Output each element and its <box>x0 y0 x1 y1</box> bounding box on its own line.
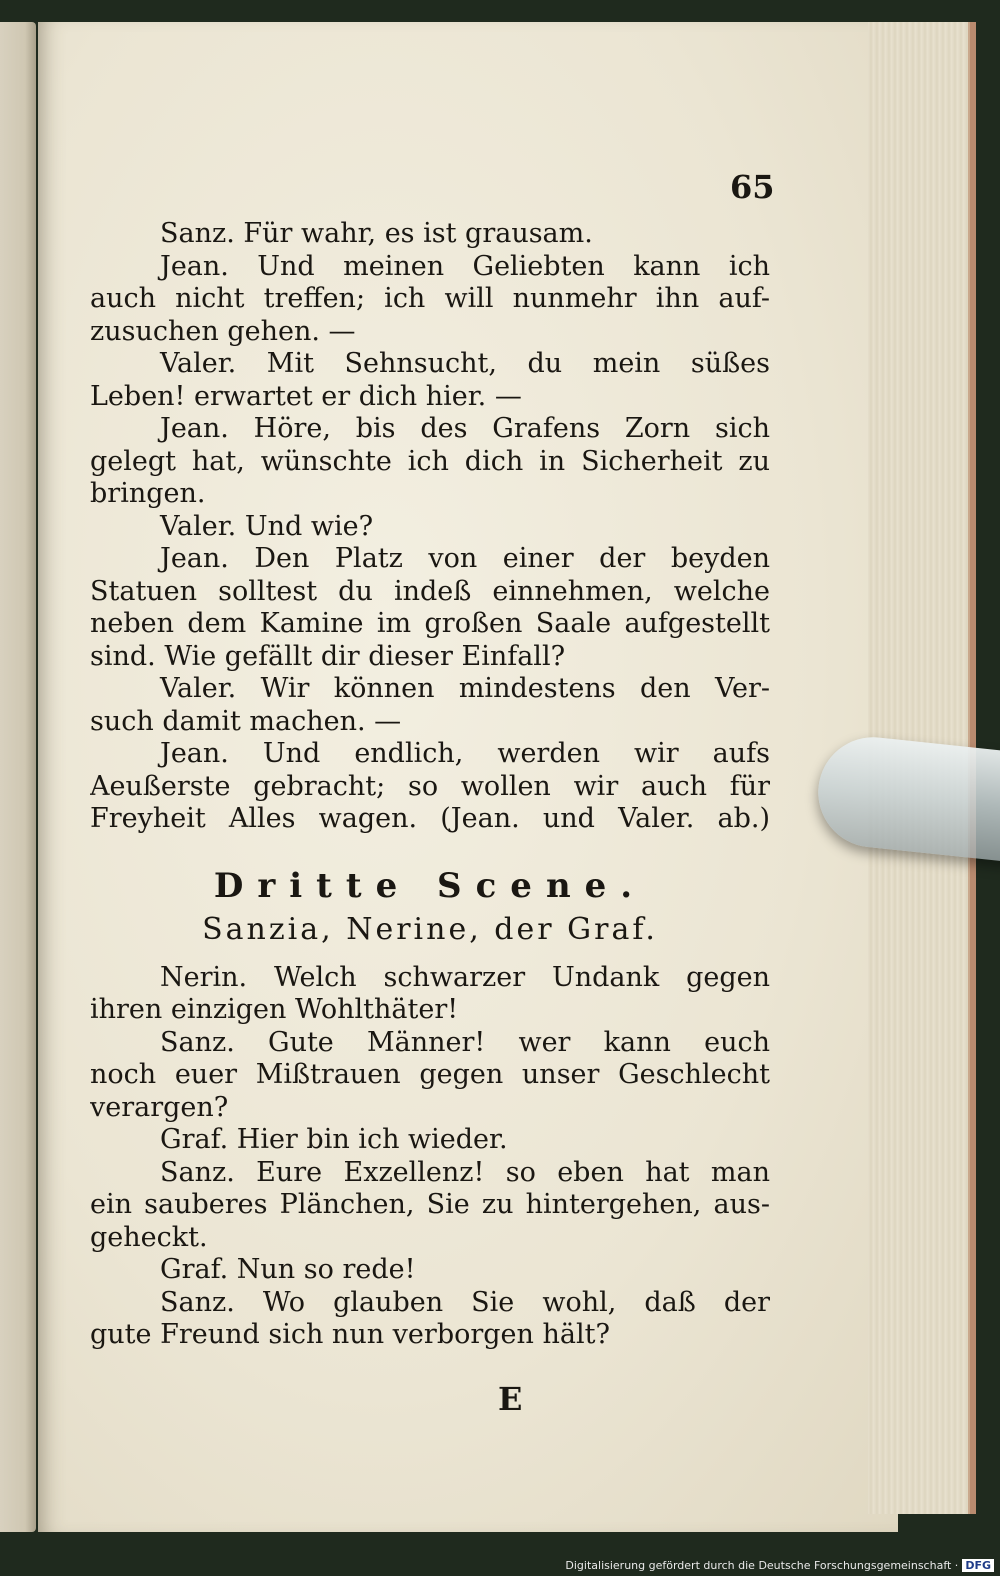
text-line: Nerin. Welch schwarzer Undank gegen <box>160 961 770 993</box>
dialogue-block-after <box>90 962 770 1352</box>
text-line: auch nicht treffen; ich will nunmehr ihn auf- <box>90 283 770 314</box>
dfg-logo: DFG <box>962 1559 994 1572</box>
text-line: Jean. Und meinen Geliebten kann ich <box>160 250 770 282</box>
text-line: Aeußerste gebracht; so wollen wir auch für <box>90 770 770 802</box>
text-line: geheckt. <box>90 1221 208 1253</box>
text-line: gelegt hat, wünschte ich dich in Sicherheit zu <box>90 445 770 477</box>
text-line: Sanz. Eure Exzellenz! so eben hat man <box>160 1156 770 1188</box>
dialogue-block-before <box>90 218 770 836</box>
text-line: zusuchen gehen. — <box>90 315 356 347</box>
text-line: ein sauberes Plänchen, Sie zu hintergehen, aus- <box>90 1189 770 1220</box>
text-line: Valer. Wir können mindestens den Ver- <box>160 673 770 704</box>
text-line: Statuen solltest du indeß einnehmen, welche <box>90 575 770 607</box>
text-line: Leben! erwartet er dich hier. — <box>90 380 522 412</box>
text-line: Jean. Höre, bis des Grafens Zorn sich <box>160 413 770 444</box>
footer-text: Digitalisierung gefördert durch die Deutsche Forschungsgemeinschaft · <box>565 1559 959 1572</box>
text-line: bringen. <box>90 478 206 509</box>
text-line: Sanz. Wo glauben Sie wohl, daß der <box>160 1286 770 1318</box>
text-line: Jean. Und endlich, werden wir aufs <box>160 738 770 769</box>
text-line: noch euer Mißtrauen gegen unser Geschlecht <box>90 1059 770 1090</box>
footer-credit <box>565 1559 994 1572</box>
text-line: Freyheit Alles wagen. (Jean. und Valer. ab.) <box>90 803 770 834</box>
text-line: Graf. Hier bin ich wieder. <box>160 1124 508 1155</box>
text-line: neben dem Kamine im großen Saale aufgestellt <box>90 608 770 639</box>
text-line: Valer. Mit Sehnsucht, du mein süßes <box>160 348 770 379</box>
text-line: such damit machen. — <box>90 705 402 737</box>
text-line: ihren einzigen Wohlthäter! <box>90 994 459 1025</box>
page-number: 65 <box>730 168 775 206</box>
signature-mark: E <box>498 1380 523 1418</box>
text-line: sind. Wie gefällt dir dieser Einfall? <box>90 640 566 672</box>
text-line: verargen? <box>90 1091 229 1123</box>
scene-heading: Dritte Scene. <box>213 865 647 906</box>
text-line: Graf. Nun so rede! <box>160 1254 416 1285</box>
text-line: Sanz. Gute Männer! wer kann euch <box>160 1026 770 1058</box>
text-line: Valer. Und wie? <box>160 510 374 542</box>
text-line: Sanz. Für wahr, es ist grausam. <box>160 218 593 249</box>
page-text <box>90 218 770 1352</box>
text-line: Jean. Den Platz von einer der beyden <box>160 543 770 574</box>
scene-persons: Sanzia, Nerine, der Graf. <box>202 911 658 947</box>
facing-page-edge <box>0 22 36 1532</box>
text-line: gute Freund sich nun verborgen hält? <box>90 1319 610 1350</box>
